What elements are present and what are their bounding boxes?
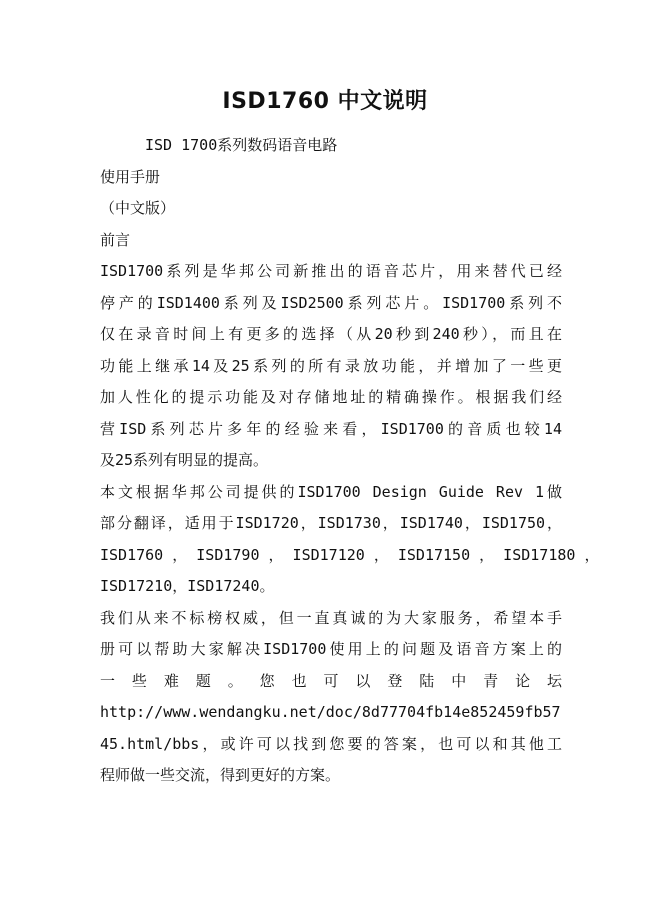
url-line: http://www.wendangku.net/doc/8d77704fb14e852459fb57 [100,703,561,721]
paragraph-line: 功能上继承14及25系列的所有录放功能，并增加了一些更 [100,356,562,375]
paragraph-line: ISD1700系列是华邦公司新推出的语音芯片，用来替代已经 [100,262,562,280]
paragraph-line: 营ISD系列芯片多年的经验来看，ISD1700的音质也较14 [100,419,562,438]
subtitle-line: ISD 1700系列数码语音电路 [145,136,338,154]
paragraph-line: 部分翻译，适用于ISD1720，ISD1730，ISD1740，ISD1750， [100,514,562,532]
document-body [100,130,600,792]
paragraph-line: 45.html/bbs，或许可以找到您要的答案，也可以和其他工 [100,734,562,753]
paragraph-line: 停产的ISD1400系列及ISD2500系列芯片。ISD1700系列不 [100,293,562,312]
preface-heading: 前言 [100,230,131,249]
manual-line: 使用手册 [100,167,161,186]
paragraph-line: ISD1760 ， ISD1790 ， ISD17120 ， ISD17150 ， ISD17180 ， [100,545,600,564]
paragraph-line: 程师做一些交流，得到更好的方案。 [100,766,341,784]
paragraph-line: 加人性化的提示功能及对存储地址的精确操作。根据我们经 [100,388,562,406]
paragraph-line: 一 些 难 题 。 您 也 可 以 登 陆 中 青 论 坛 [100,671,562,690]
paragraph-line: 本文根据华邦公司提供的ISD1700 Design Guide Rev 1做 [100,482,562,501]
paragraph-line: 仅在录音时间上有更多的选择（从20秒到240秒），而且在 [100,325,562,343]
paragraph-line: 及25系列有明显的提高。 [100,451,269,469]
paragraph-line: 我们从来不标榜权威，但一直真诚的为大家服务，希望本手 [100,608,562,627]
document-title: ISD1760 中文说明 [222,89,428,114]
paragraph-line: 册可以帮助大家解决ISD1700使用上的问题及语音方案上的 [100,640,562,658]
paragraph-line: ISD17210，ISD17240。 [100,577,275,595]
edition-line: （中文版） [100,199,176,217]
